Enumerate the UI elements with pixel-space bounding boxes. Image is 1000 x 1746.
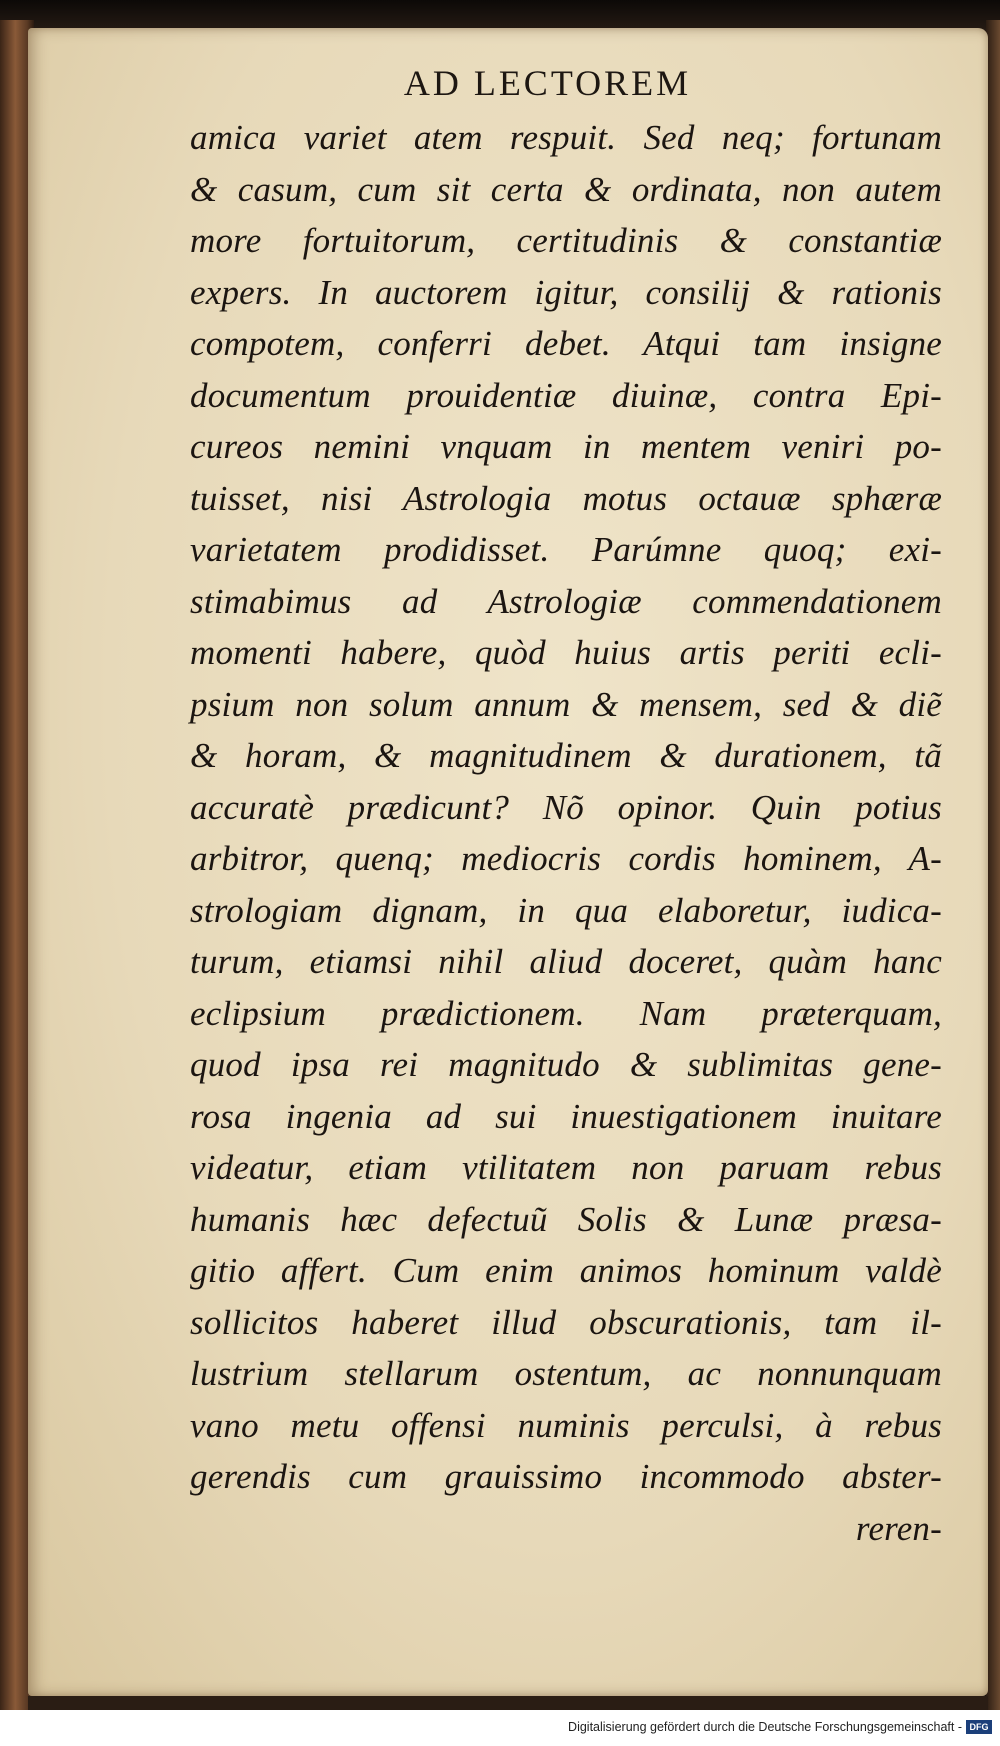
text-line: stimabimus ad Astrologiæ commendationem — [190, 581, 942, 621]
text-line: arbitror, quenq; mediocris cordis hominem, A- — [190, 839, 942, 878]
book-edge-right — [986, 20, 1000, 1710]
text-line: sollicitos haberet illud obscurationis, tam il- — [190, 1302, 942, 1342]
text-line: psium non solum annum & mensem, sed & diẽ — [190, 684, 942, 724]
text-line: eclipsium prædictionem. Nam præterquam, — [190, 993, 942, 1033]
text-line: turum, etiamsi nihil aliud doceret, quàm hanc — [190, 942, 942, 981]
text-line: & casum, cum sit certa & ordinata, non autem — [190, 169, 942, 209]
text-line: vano metu offensi numinis perculsi, à rebus — [190, 1405, 942, 1445]
text-line: & horam, & magnitudinem & durationem, tã — [190, 736, 942, 775]
text-line: accuratè prædicunt? Nõ opinor. Quin potius — [190, 787, 942, 827]
text-line: compotem, conferri debet. Atqui tam insigne — [190, 324, 942, 363]
digitization-footer — [0, 1710, 1000, 1746]
text-line: tuisset, nisi Astrologia motus octauæ sphæræ — [190, 478, 942, 518]
dfg-logo: DFG — [966, 1720, 992, 1734]
text-line: quod ipsa rei magnitudo & sublimitas gene- — [190, 1045, 942, 1084]
page-bottom-edge — [28, 1696, 988, 1710]
text-line: cureos nemini vnquam in mentem veniri po- — [190, 427, 942, 466]
text-line: more fortuitorum, certitudinis & constantiæ — [190, 221, 942, 260]
text-line: momenti habere, quòd huius artis periti ecli- — [190, 633, 942, 672]
catchword: reren- — [855, 1508, 942, 1548]
text-line: varietatem prodidisset. Parúmne quoq; exi- — [190, 530, 942, 569]
text-line: videatur, etiam vtilitatem non paruam rebus — [190, 1148, 942, 1187]
text-line: rosa ingenia ad sui inuestigationem inuitare — [190, 1096, 942, 1136]
text-line: humanis hæc defectuũ Solis & Lunæ præsa- — [190, 1199, 942, 1239]
text-line: gerendis cum grauissimo incommodo abster- — [190, 1457, 942, 1496]
running-head: AD LECTOREM — [403, 63, 692, 103]
text-line: strologiam dignam, in qua elaboretur, iudica- — [190, 890, 942, 930]
text-line: amica variet atem respuit. Sed neq; fortunam — [190, 118, 942, 157]
text-line: lustrium stellarum ostentum, ac nonnunquam — [190, 1354, 942, 1393]
text-line: expers. In auctorem igitur, consilij & rationis — [190, 272, 942, 312]
funding-notice: Digitalisierung gefördert durch die Deutsche Forschungsgemeinschaft - — [568, 1720, 962, 1734]
text-line: documentum prouidentiæ diuinæ, contra Epi- — [190, 375, 942, 415]
text-line: gitio affert. Cum enim animos hominum valdè — [190, 1251, 942, 1290]
body-text — [190, 112, 942, 1554]
